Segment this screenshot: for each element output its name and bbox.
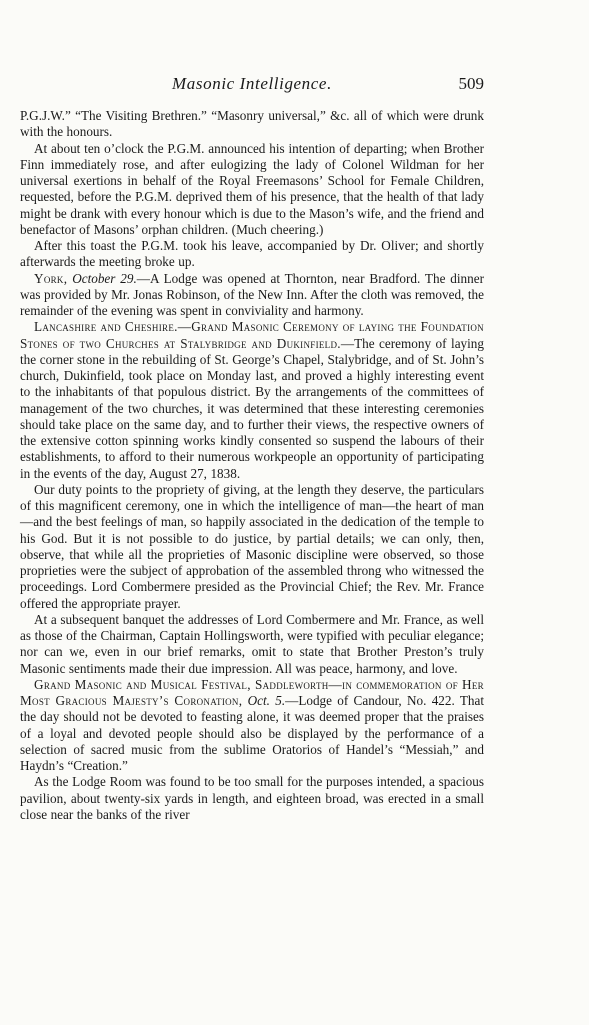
paragraph-text: After this toast the P.G.M. took his leave, accompanied by Dr. Oliver; and shortly afterwards the meeting broke up. [20, 238, 484, 270]
page-number: 509 [458, 74, 484, 93]
page-body [20, 108, 484, 823]
paragraph-banquet [20, 612, 484, 677]
paragraph-departure [20, 141, 484, 239]
section-heading: Grand Masonic and Musical Festival, Saddleworth—in commemoration of Her Most Gracious Majesty’s Coronation, [20, 676, 484, 708]
paragraph-pavilion [20, 774, 484, 823]
paragraph-text: P.G.J.W.” “The Visiting Brethren.” “Masonry universal,” &c. all of which were drunk with the honours. [20, 108, 484, 140]
paragraph-text: At a subsequent banquet the addresses of Lord Combermere and Mr. France, as well as those of the Chairman, Captain Hollingsworth, were typified with peculiar elegance; nor can we, even in our brief remarks, omit to state that Brother Preston’s truly Masonic sentiments made their due impression. All was peace, harmony, and love. [20, 611, 484, 676]
paragraph-text: —Lodge of Candour, No. 422. That the day should not be devoted to feasting alone, it was deemed proper that the praises of a loyal and devoted people should also be displayed by the performance of a selection of sacred music from the sublime Oratorios of Handel’s “Messiah,” and Haydn’s “Creation.” [20, 693, 484, 773]
paragraph-lancashire [20, 319, 484, 482]
paragraph-text: —The ceremony of laying the corner stone in the rebuilding of St. George’s Chapel, Stalybridge, and of St. John’s church, Dukinfield, took place on Monday last, and proved a highly interesting event to the inhabitants of that populous district. By the arrangements of the committees of management of the two churches, it was determined that these interesting ceremonies should take place on the same day, and to further their views, the respective owners of the extensive cotton spinning works kindly consented so suspend the labours of their establishments, to afford to their numerous workpeople an opportunity of participating in the events of the day, August 27, 1838. [20, 335, 484, 481]
section-heading: Lancashire and Cheshire.—Grand Masonic Ceremony of laying the Foundation Stones of two Churches at Stalybridge and Dukinfield. [20, 319, 484, 351]
running-title: Masonic Intelligence. [172, 74, 332, 93]
paragraph-ceremony [20, 482, 484, 612]
page-header [20, 74, 484, 98]
paragraph-text: As the Lodge Room was found to be too small for the purposes intended, a spacious pavilion, about twenty-six yards in length, and eighteen broad, was erected in a small close near the banks of the river [20, 774, 484, 822]
paragraph-text: At about ten o’clock the P.G.M. announced his intention of departing; when Brother Finn immediately rose, and after eulogizing the lady of Colonel Wildman for her universal exertions in behalf of the Royal Freemasons’ School for Female Children, requested, before the P.G.M. deprived them of his presence, that the health of that lady might be drank with every honour which is due to the Mason’s wife, and the friend and benefactor of Masons’ orphan children. (Much cheering.) [20, 140, 484, 237]
paragraph-york [20, 271, 484, 320]
paragraph-saddleworth [20, 677, 484, 775]
paragraph-text: —A Lodge was opened at Thornton, near Bradford. The dinner was provided by Mr. Jonas Robinson, of the New Inn. After the cloth was removed, the remainder of the evening was spent in conviviality and harmony. [20, 270, 484, 318]
section-date: Oct. 5. [247, 693, 286, 708]
paragraph-text: Our duty points to the propriety of giving, at the length they deserve, the particulars of this magnificent ceremony, one in which the intelligence of man—the heart of man—and the best feelings of man, so happily associated in the dedication of the temple to his God. But it is not possible to do justice, by partial details; we can only, then, observe, that while all the proprieties of Masonic discipline were observed, so those proprieties were the subject of approbation of the assembled throng who witnessed the proceedings. Lord Combermere presided as the Provincial Chief; the Rev. Mr. France offered the appropriate prayer. [20, 481, 484, 611]
paragraph-leave [20, 238, 484, 271]
section-heading: York, [34, 270, 68, 286]
section-date: October 29. [72, 270, 137, 286]
paragraph-toasts [20, 108, 484, 141]
